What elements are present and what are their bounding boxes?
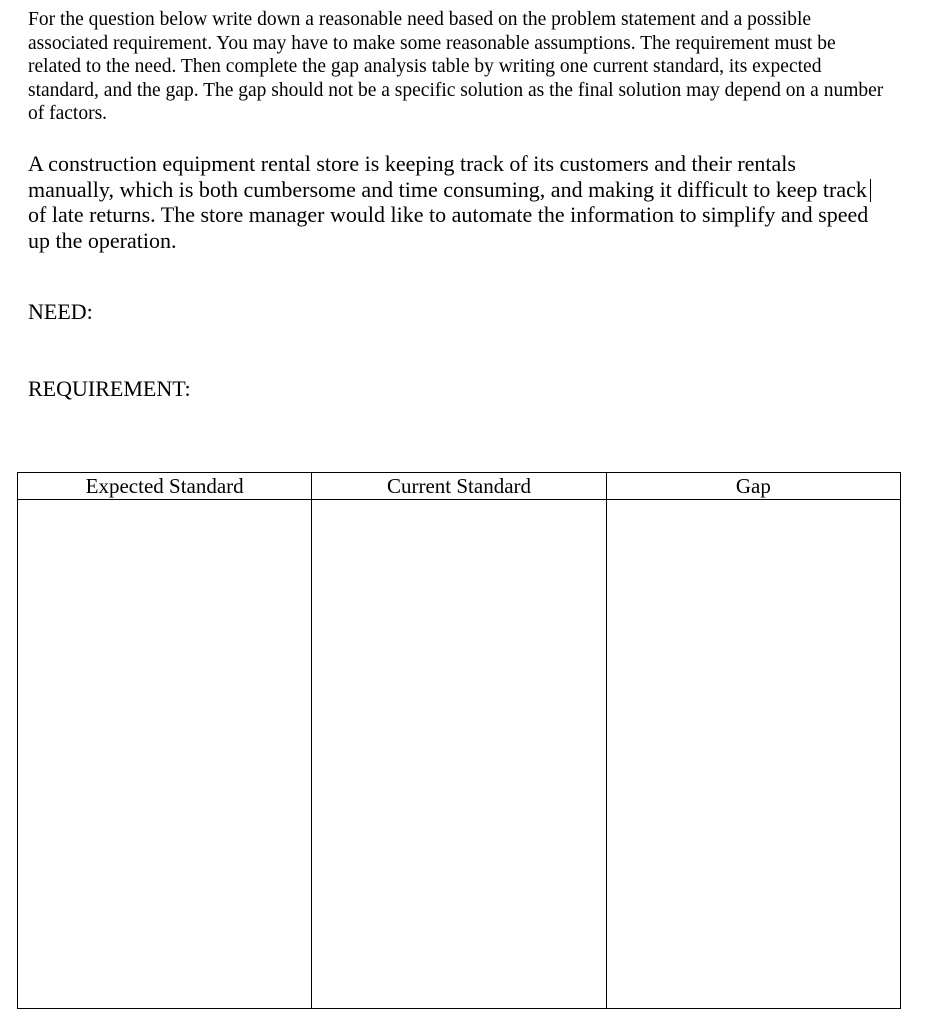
header-current-standard: Current Standard	[312, 473, 606, 500]
header-expected-standard: Expected Standard	[18, 473, 312, 500]
table-row	[18, 500, 901, 1009]
cell-gap[interactable]	[606, 500, 900, 1009]
table-header-row	[18, 473, 901, 500]
gap-analysis-table	[17, 472, 901, 1009]
text-cursor	[870, 179, 871, 202]
problem-line: A construction equipment rental store is keeping track of its customers and their rentals	[28, 151, 796, 176]
requirement-label: REQUIREMENT:	[28, 376, 191, 401]
problem-line: up the operation.	[28, 227, 177, 253]
header-gap: Gap	[606, 473, 900, 500]
problem-line: manually, which is both cumbersome and time consuming, and making it difficult to keep track	[28, 176, 867, 202]
problem-statement	[28, 151, 888, 253]
need-label: NEED:	[28, 299, 93, 324]
instructions-paragraph: For the question below write down a reasonable need based on the problem statement and a possible associated requirement. You may have to make some reasonable assumptions. The requirement must be related to the need. Then complete the gap analysis table by writing one current standard, its expected standard, and the gap. The gap should not be a specific solution as the final solution may depend on a number of factors.	[28, 9, 884, 124]
cell-expected-standard[interactable]	[18, 500, 312, 1009]
problem-line: of late returns. The store manager would like to automate the information to simplify and speed	[28, 202, 869, 227]
cell-current-standard[interactable]	[312, 500, 606, 1009]
